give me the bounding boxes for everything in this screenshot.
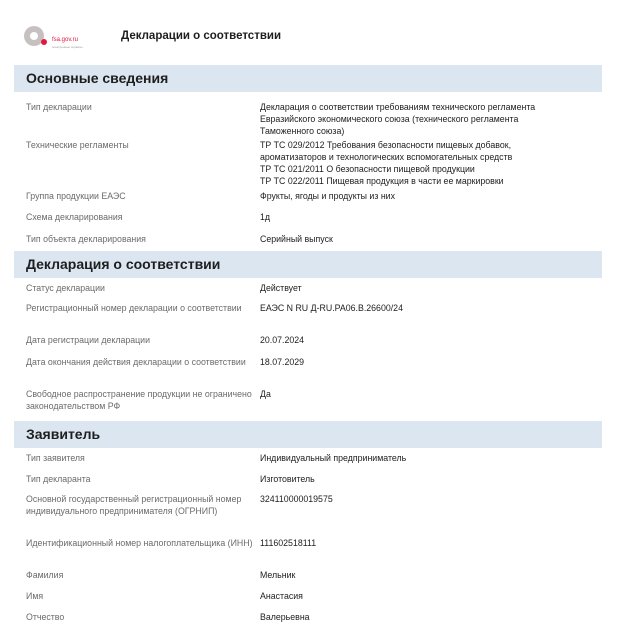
section-applicant-header: Заявитель: [14, 421, 602, 448]
logo-subtext: электронные сервисы: [52, 45, 83, 49]
inn-value: 111602518111: [260, 538, 317, 548]
free-distribution-label: [26, 388, 254, 412]
product-group-label: Группа продукции ЕАЭС: [26, 191, 126, 201]
ogrnip-value: 324110000019575: [260, 494, 333, 504]
declaration-type-line: Декларация о соответствии требованиям технического регламента: [260, 102, 536, 112]
logo-dot-icon: [41, 39, 47, 45]
ogrnip-label-line: номер индивидуального предпринимателя: [26, 494, 242, 516]
tech-regulations-label: Технические регламенты: [26, 140, 129, 150]
object-type-label: Тип объекта декларирования: [26, 234, 146, 244]
surname-label: Фамилия: [26, 570, 64, 580]
tech-regulation-line: ТР ТС 029/2012 Требования безопасности пищевых добавок,: [260, 140, 512, 150]
first-name-label: Имя: [26, 591, 44, 601]
section-basic-header: Основные сведения: [14, 65, 602, 92]
free-distribution-label-line: ограничено законодательством РФ: [26, 389, 252, 411]
tech-regulation-line: ТР ТС 022/2011 Пищевая продукция в части ее маркировки: [260, 176, 504, 186]
section-declaration-header: Декларация о соответствии: [14, 251, 602, 278]
status-label: Статус декларации: [26, 283, 105, 293]
reg-number-value: ЕАЭС N RU Д-RU.PA06.B.26600/24: [260, 303, 403, 313]
declaration-type-label: Тип декларации: [26, 102, 92, 112]
end-date-label-line: соответствии: [191, 357, 246, 367]
reg-date-label: Дата регистрации декларации: [26, 335, 151, 345]
reg-date-value: 20.07.2024: [260, 335, 305, 345]
applicant-type-label: Тип заявителя: [26, 453, 85, 463]
declarant-type-value: Изготовитель: [260, 474, 315, 484]
patronymic-label: Отчество: [26, 612, 65, 622]
product-group-value: Фрукты, ягоды и продукты из них: [260, 191, 395, 201]
page-header: [0, 0, 622, 60]
first-name-value: Анастасия: [260, 591, 303, 601]
patronymic-value: Валерьевна: [260, 612, 310, 622]
declaration-scheme-value: 1д: [260, 212, 271, 222]
declaration-type-value: [260, 101, 590, 137]
applicant-type-value: Индивидуальный предприниматель: [260, 453, 407, 463]
tech-regulation-line: ТР ТС 021/2011 О безопасности пищевой продукции: [260, 164, 475, 174]
inn-label: [26, 537, 254, 549]
reg-number-label-line: Регистрационный номер декларации о: [26, 303, 185, 313]
inn-label-line: Идентификационный номер налогоплательщика: [26, 538, 226, 548]
declaration-scheme-label: Схема декларирования: [26, 212, 123, 222]
declaration-type-line: Евразийского экономического союза (технического регламента: [260, 114, 519, 124]
reg-number-label: [26, 302, 254, 314]
tech-regulation-line: ароматизаторов и технологических вспомогательных средств: [260, 152, 513, 162]
inn-label-line: (ИНН): [227, 538, 253, 548]
page-title: Декларации о соответствии: [121, 30, 282, 42]
end-date-label: [26, 356, 254, 368]
free-distribution-value: Да: [260, 389, 271, 399]
object-type-value: Серийный выпуск: [260, 234, 333, 244]
ogrnip-label-line: Основной государственный регистрационный: [26, 494, 214, 504]
declarant-type-label: Тип декларанта: [26, 474, 91, 484]
surname-value: Мельник: [260, 570, 296, 580]
ogrnip-label: [26, 493, 254, 517]
fsa-logo[interactable]: [24, 26, 114, 54]
end-date-label-line: Дата окончания действия декларации о: [26, 357, 190, 367]
tech-regulations-value: [260, 139, 590, 187]
logo-text: fsa.gov.ru: [52, 37, 78, 43]
free-distribution-label-line: Свободное распространение продукции не: [26, 389, 203, 399]
reg-number-label-line: соответствии: [187, 303, 242, 313]
status-value: Действует: [260, 283, 302, 293]
ogrnip-label-line: (ОГРНИП): [175, 506, 218, 516]
end-date-value: 18.07.2029: [260, 357, 305, 367]
declaration-type-line: Таможенного союза): [260, 126, 345, 136]
